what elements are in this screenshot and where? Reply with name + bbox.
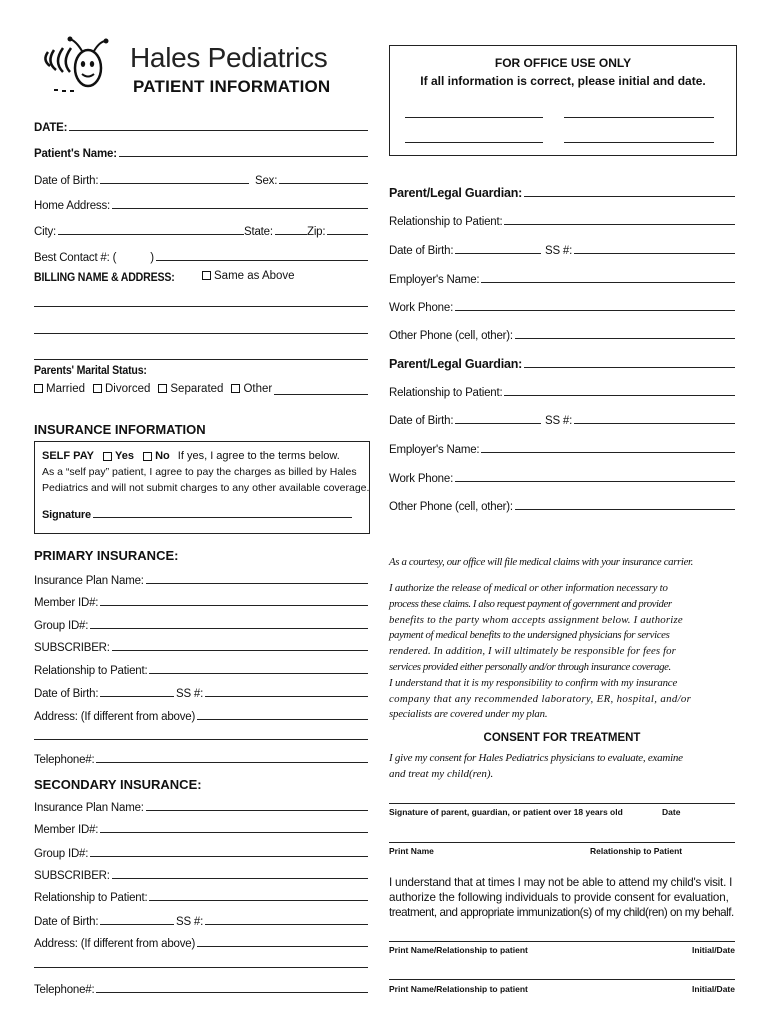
primary-group-field[interactable]: Group ID#: [34, 616, 368, 632]
consent-text-1: I give my consent for Hales Pediatrics physicians to evaluate, examine [389, 752, 683, 764]
guardian1-dob-field[interactable]: Date of Birth: [389, 241, 541, 257]
secondary-group-field[interactable]: Group ID#: [34, 844, 368, 860]
self-pay-no[interactable]: No [143, 450, 170, 462]
guardian1-other-phone-field[interactable]: Other Phone (cell, other): [389, 326, 735, 342]
separated-option[interactable]: Separated [158, 383, 223, 395]
office-use-note: If all information is correct, please initial and date. [420, 74, 706, 88]
guardian2-dob-field[interactable]: Date of Birth: [389, 411, 541, 427]
primary-insurance-title: PRIMARY INSURANCE: [34, 548, 179, 563]
self-pay-text-1: As a “self pay” patient, I agree to pay the charges as billed by Hales [42, 466, 357, 478]
guardian1-ss-field[interactable]: SS #: [545, 241, 735, 257]
office-date-line-1[interactable] [564, 117, 714, 118]
secondary-ss-field[interactable]: SS #: [176, 912, 368, 928]
office-initial-line-1[interactable] [405, 117, 543, 118]
primary-plan-field[interactable]: Insurance Plan Name: [34, 571, 368, 587]
self-pay-terms: If yes, I agree to the terms below. [177, 450, 340, 462]
insurance-title: INSURANCE INFORMATION [34, 422, 206, 437]
same-as-above-checkbox[interactable] [202, 271, 211, 280]
consent-text-2: and treat my child(ren). [389, 768, 494, 780]
primary-address-line-2[interactable] [34, 739, 368, 740]
consent-date-label: Date [662, 807, 681, 817]
secondary-plan-field[interactable]: Insurance Plan Name: [34, 798, 368, 814]
guardian2-other-phone-field[interactable]: Other Phone (cell, other): [389, 497, 735, 513]
office-date-line-2[interactable] [564, 142, 714, 143]
self-pay-label: SELF PAY [42, 450, 94, 462]
secondary-member-field[interactable]: Member ID#: [34, 820, 368, 836]
secondary-dob-field[interactable]: Date of Birth: [34, 912, 174, 928]
same-as-above-option[interactable]: Same as Above [202, 270, 295, 282]
secondary-address-line-2[interactable] [34, 967, 368, 968]
office-use-box [389, 45, 737, 156]
relationship-label: Relationship to Patient [590, 846, 683, 856]
guardian1-relationship-field[interactable]: Relationship to Patient: [389, 212, 735, 228]
print-rel-label-2: Print Name/Relationship to patient [389, 984, 528, 994]
billing-line-3[interactable] [34, 359, 368, 360]
authorization-text: I authorize the release of medical or other information necessary to process these claims. I also request payment of government and provider benefits to the party whom accepts assignment below. I authorize payment of medical benefits to the undersigned physicians for services rendered. In addition, I will ultimately be responsible for fees for services provided either personally and/or through insurance coverage. I understand that it is my responsibility to confirm with my insurance company that any recommended laboratory, ER, hospital, and/or specialists are covered under my plan. [389, 582, 692, 721]
primary-member-field[interactable]: Member ID#: [34, 593, 368, 609]
date-field[interactable]: DATE: [34, 118, 368, 134]
print-rel-label-1: Print Name/Relationship to patient [389, 945, 528, 955]
primary-ss-field[interactable]: SS #: [176, 684, 368, 700]
city-field[interactable]: City: [34, 222, 244, 238]
secondary-address-field[interactable]: Address: (If different from above) [34, 934, 368, 950]
authorized-person-line-2[interactable] [389, 979, 735, 980]
guardian1-work-phone-field[interactable]: Work Phone: [389, 298, 735, 314]
form-title: PATIENT INFORMATION [133, 77, 331, 96]
secondary-subscriber-field[interactable]: SUBSCRIBER: [34, 866, 368, 882]
marital-status-title: Parents' Marital Status: [34, 365, 147, 377]
divorced-option[interactable]: Divorced [93, 383, 150, 395]
print-name-label: Print Name [389, 846, 434, 856]
self-pay-box [34, 441, 370, 534]
self-pay-signature[interactable]: Signature [42, 505, 352, 521]
initial-date-label-2: Initial/Date [692, 984, 735, 994]
understand-text: I understand that at times I may not be able to attend my child's visit. I authorize the following individuals to provide consent for evaluation, treatment, and appropriate immunization(s) of my child(ren) on my behalf. [389, 876, 734, 919]
secondary-telephone-field[interactable]: Telephone#: [34, 980, 368, 996]
dob-field[interactable]: Date of Birth: [34, 171, 249, 187]
primary-relationship-field[interactable]: Relationship to Patient: [34, 661, 368, 677]
guardian2-name-field[interactable]: Parent/Legal Guardian: [389, 355, 735, 371]
consent-signature-label: Signature of parent, guardian, or patient over 18 years old [389, 807, 623, 817]
best-contact-field[interactable]: Best Contact #: ( ) [34, 248, 368, 264]
authorized-person-line-1[interactable] [389, 941, 735, 942]
secondary-insurance-title: SECONDARY INSURANCE: [34, 777, 202, 792]
office-initial-line-2[interactable] [405, 142, 543, 143]
patient-name-field[interactable]: Patient's Name: [34, 144, 368, 160]
primary-address-field[interactable]: Address: (If different from above) [34, 707, 368, 723]
secondary-relationship-field[interactable]: Relationship to Patient: [34, 888, 368, 904]
other-option[interactable]: Other [231, 383, 272, 395]
guardian2-ss-field[interactable]: SS #: [545, 411, 735, 427]
guardian2-relationship-field[interactable]: Relationship to Patient: [389, 383, 735, 399]
primary-dob-field[interactable]: Date of Birth: [34, 684, 174, 700]
other-line[interactable] [274, 384, 368, 395]
married-option[interactable]: Married [34, 383, 85, 395]
zip-field[interactable]: Zip: [307, 222, 368, 238]
self-pay-yes[interactable]: Yes [103, 450, 134, 462]
primary-telephone-field[interactable]: Telephone#: [34, 750, 368, 766]
billing-line-1[interactable] [34, 306, 368, 307]
consent-title: CONSENT FOR TREATMENT [483, 732, 641, 744]
self-pay-text-2: Pediatrics and will not submit charges to any other available coverage. [42, 482, 370, 494]
guardian2-work-phone-field[interactable]: Work Phone: [389, 469, 735, 485]
home-address-field[interactable]: Home Address: [34, 196, 368, 212]
initial-date-label-1: Initial/Date [692, 945, 735, 955]
clinic-name: Hales Pediatrics [130, 42, 328, 73]
guardian1-name-field[interactable]: Parent/Legal Guardian: [389, 184, 735, 200]
billing-line-2[interactable] [34, 333, 368, 334]
consent-print-name-line[interactable] [389, 842, 735, 843]
guardian1-employer-field[interactable]: Employer's Name: [389, 270, 735, 286]
sex-field[interactable]: Sex: [255, 171, 368, 187]
billing-label: BILLING NAME & ADDRESS: [34, 272, 175, 284]
courtesy-text: As a courtesy, our office will file medical claims with your insurance carrier. [389, 556, 694, 568]
marital-options [34, 383, 368, 395]
primary-subscriber-field[interactable]: SUBSCRIBER: [34, 638, 368, 654]
guardian2-employer-field[interactable]: Employer's Name: [389, 440, 735, 456]
office-use-title: FOR OFFICE USE ONLY [494, 56, 632, 70]
state-field[interactable]: State: [244, 222, 307, 238]
clinic-logo [36, 36, 116, 96]
consent-signature-line[interactable] [389, 803, 735, 804]
